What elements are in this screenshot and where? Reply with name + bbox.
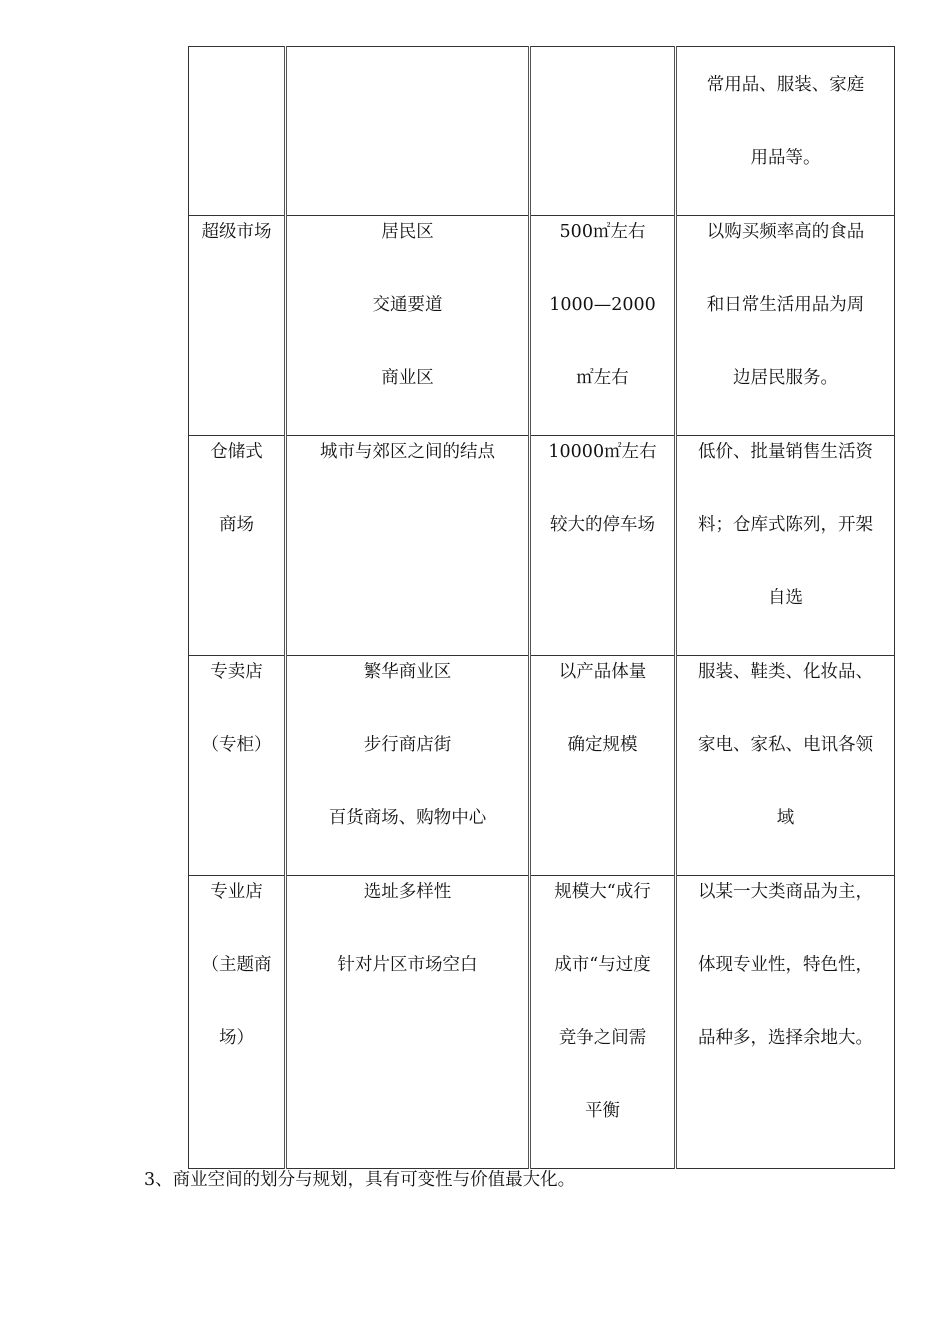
table-cell-col4 [676, 876, 895, 1169]
table-row [189, 47, 895, 216]
table-cell-col1 [189, 47, 286, 216]
cell-line: 平衡 [585, 1101, 620, 1121]
table-cell-col3 [530, 47, 676, 216]
cell-line: 步行商店街 [363, 735, 452, 755]
table-cell-col1 [189, 876, 286, 1169]
table-row [189, 216, 895, 436]
table-row [189, 436, 895, 656]
retail-format-table [188, 46, 895, 1169]
section-paragraph: 3、商业空间的划分与规划，具有可变性与价值最大化。 [144, 1170, 576, 1190]
cell-line: 料；仓库式陈列，开架 [698, 515, 873, 535]
cell-line: 域 [776, 808, 795, 828]
cell-line: （主题商 [201, 955, 272, 975]
cell-line: 居民区 [381, 222, 434, 242]
cell-line: 用品等。 [750, 148, 821, 168]
cell-line: 场） [219, 1028, 254, 1048]
cell-line: 超级市场 [201, 222, 272, 242]
cell-line: 和日常生活用品为周 [706, 295, 865, 315]
cell-line: 服装、鞋类、化妆品、 [698, 662, 873, 682]
table-cell-col3 [530, 656, 676, 876]
cell-line: 常用品、服装、家庭 [706, 75, 865, 95]
cell-line: 仓储式 [210, 442, 263, 462]
table-row [189, 656, 895, 876]
cell-line: 1000—2000 [549, 295, 656, 315]
table-cell-col4 [676, 216, 895, 436]
cell-line: 确定规模 [567, 735, 638, 755]
table-cell-col3 [530, 436, 676, 656]
table-cell-col4 [676, 656, 895, 876]
table-cell-col3 [530, 216, 676, 436]
cell-line: 以产品体量 [558, 662, 647, 682]
cell-line: 500㎡左右 [559, 222, 646, 242]
table-cell-col2 [286, 876, 530, 1169]
cell-line: 交通要道 [372, 295, 443, 315]
table-cell-col4 [676, 436, 895, 656]
cell-line: 城市与郊区之间的结点 [320, 442, 495, 462]
cell-line: 以某一大类商品为主， [698, 882, 873, 902]
cell-line: 低价、批量销售生活资 [698, 442, 873, 462]
table-cell-col3 [530, 876, 676, 1169]
cell-line: （专柜） [201, 735, 272, 755]
table-cell-col2 [286, 216, 530, 436]
table-cell-col2 [286, 47, 530, 216]
cell-line: 专卖店 [210, 662, 263, 682]
cell-line: 商场 [219, 515, 254, 535]
cell-line: 品种多，选择余地大。 [698, 1028, 873, 1048]
table-cell-col1 [189, 216, 286, 436]
cell-line: 繁华商业区 [363, 662, 452, 682]
cell-line: 以购买频率高的食品 [706, 222, 865, 242]
cell-line: ㎡左右 [576, 368, 629, 388]
table-row [189, 876, 895, 1169]
table-body [189, 47, 895, 1169]
cell-line: 选址多样性 [363, 882, 452, 902]
cell-line: 家电、家私、电讯各领 [698, 735, 873, 755]
cell-line: 规模大“成行 [554, 882, 651, 902]
cell-line: 专业店 [210, 882, 263, 902]
table-cell-col2 [286, 436, 530, 656]
table-cell-col2 [286, 656, 530, 876]
cell-line: 自选 [768, 588, 803, 608]
table-cell-col4 [676, 47, 895, 216]
cell-line: 成市“与过度 [554, 955, 651, 975]
cell-line: 商业区 [381, 368, 434, 388]
cell-line: 边居民服务。 [733, 368, 838, 388]
cell-line: 竞争之间需 [558, 1028, 647, 1048]
cell-line: 体现专业性，特色性， [698, 955, 873, 975]
cell-line: 10000㎡左右 [548, 442, 657, 462]
cell-line: 较大的停车场 [550, 515, 655, 535]
table-cell-col1 [189, 656, 286, 876]
cell-line: 针对片区市场空白 [337, 955, 478, 975]
cell-line: 百货商场、购物中心 [328, 808, 487, 828]
table-cell-col1 [189, 436, 286, 656]
